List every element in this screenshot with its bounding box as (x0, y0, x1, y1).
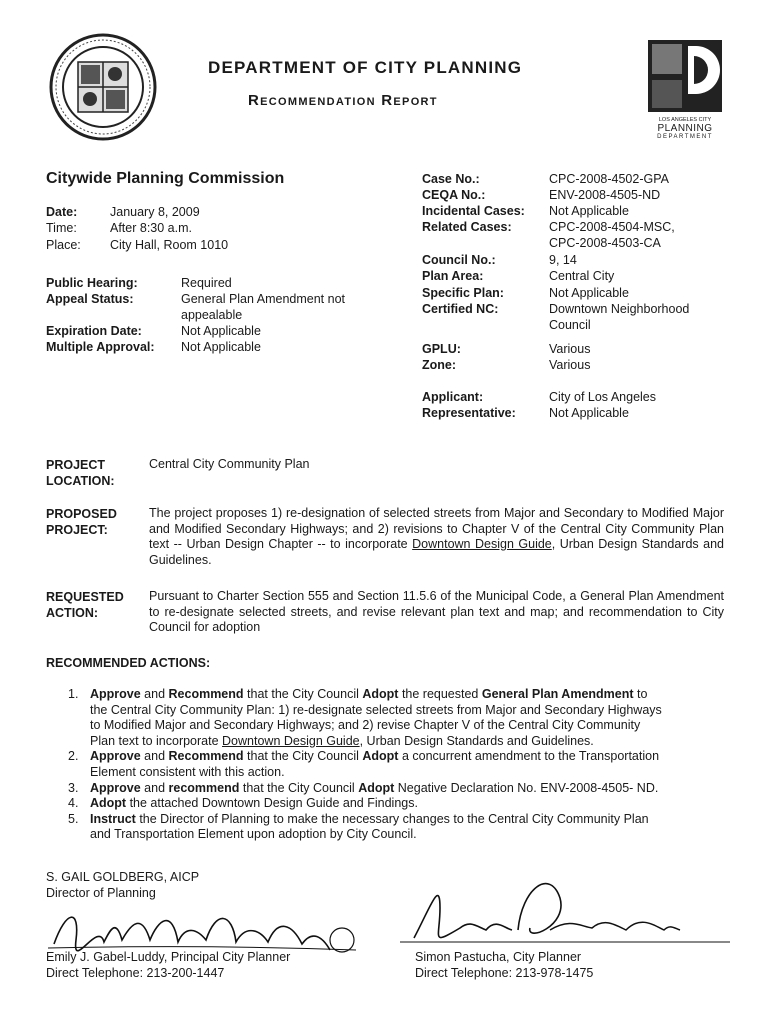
item-text: that the City Council (239, 780, 359, 795)
item-number: 2. (68, 749, 79, 764)
item-text: Adopt (358, 780, 395, 795)
status-value: Not Applicable (181, 340, 261, 354)
location-label-line: PROJECT (46, 458, 106, 472)
item-line (90, 734, 728, 750)
item-number: 3. (68, 780, 79, 795)
action-text: Pursuant to Charter Section 555 and Section 11.5.6 of the Municipal Code, a General Plan Amendment to re-designate selected streets, and revise relevant plan text and map; and recommendation to City Council for adoption (149, 589, 724, 634)
item-text: a concurrent amendment to the Transportation (398, 749, 660, 764)
proposed-label-line: PROJECT: (46, 523, 108, 537)
status-value: General Plan Amendment not (181, 292, 345, 306)
director-title: Director of Planning (46, 886, 156, 900)
status-label: Multiple Approval: (46, 340, 155, 354)
item-text: , Urban Design Standards and Guidelines. (359, 733, 594, 748)
proposed-label-line: PROPOSED (46, 507, 117, 521)
status-label: Public Hearing: (46, 276, 138, 290)
meeting-value: After 8:30 a.m. (110, 221, 192, 235)
item-text: and (140, 749, 169, 764)
department-title: DEPARTMENT OF CITY PLANNING (208, 58, 523, 77)
item-text: and (140, 780, 169, 795)
status-value: Not Applicable (181, 324, 261, 338)
case-value: CPC-2008-4503-CA (549, 236, 661, 250)
item-line (90, 781, 728, 797)
right-signer-name: Simon Pastucha, City Planner (415, 950, 582, 964)
item-text: General Plan Amendment (481, 687, 634, 701)
applicant-label: Representative: (422, 406, 516, 420)
applicant-value: Not Applicable (549, 406, 629, 420)
item-text: to Modified Major and Secondary Highways; and 2) revise Chapter V of the Central City Community (90, 718, 641, 733)
item-text: Recommend (168, 749, 244, 764)
proposed-text-part: The project proposes 1) re-designation of selected streets from Major and Secondary to Modified Major and Modified Secondary Highways; and 2) revisions to Chapter V of the Central City Community Plan text -- Urban Design Chapter -- to incorporate (149, 506, 724, 551)
meeting-label: Time: (46, 221, 77, 235)
proposed-label (46, 506, 117, 538)
applicant-value: City of Los Angeles (549, 390, 657, 404)
status-value: appealable (181, 308, 243, 322)
case-value: Not Applicable (549, 204, 629, 218)
item-text: Approve (90, 749, 141, 764)
status-label: Expiration Date: (46, 324, 142, 338)
case-value: Central City (549, 269, 615, 283)
item-text: Instruct (90, 811, 136, 826)
meeting-value: January 8, 2009 (110, 205, 200, 219)
right-signature (400, 868, 730, 952)
item-number: 1. (68, 687, 79, 701)
item-text: Negative Declaration No. ENV-2008-4505- ND. (394, 780, 659, 795)
city-seal (48, 32, 158, 142)
item-text: and Transportation Element upon adoption by City Council. (90, 827, 417, 842)
item-line (90, 687, 728, 703)
meeting-value: City Hall, Room 1010 (110, 238, 229, 252)
case-label: Plan Area: (422, 269, 484, 283)
location-text: Central City Community Plan (149, 457, 310, 471)
item-text: recommend (168, 780, 240, 795)
case-value: Various (549, 358, 591, 372)
case-label: Case No.: (422, 172, 480, 186)
location-label (46, 457, 115, 489)
applicant-label: Applicant: (422, 390, 484, 404)
downtown-design-guide-link[interactable]: Downtown Design Guide (222, 733, 360, 748)
case-label: Related Cases: (422, 220, 512, 234)
item-number: 4. (68, 796, 79, 811)
case-value: Council (549, 318, 591, 332)
logo-line-3: DEPARTMENT (657, 134, 713, 140)
action-label-line: ACTION: (46, 606, 99, 620)
logo-line-1: LOS ANGELES CITY (658, 117, 712, 123)
status-value: Required (181, 276, 232, 290)
item-text: Adopt (362, 687, 399, 701)
item-text: to (633, 687, 648, 701)
case-value: ENV-2008-4505-ND (549, 188, 661, 202)
meeting-label: Date: (46, 205, 78, 219)
item-text: Plan text to incorporate (90, 733, 223, 748)
item-number: 5. (68, 811, 79, 826)
case-label: Certified NC: (422, 302, 499, 316)
right-signer-phone: Direct Telephone: 213-978-1475 (415, 966, 594, 980)
case-label: Specific Plan: (422, 286, 504, 300)
item-line (90, 812, 728, 828)
case-value: CPC-2008-4504-MSC, (549, 220, 675, 234)
case-value: Various (549, 342, 591, 356)
left-signer-name: Emily J. Gabel-Luddy, Principal City Planner (46, 950, 291, 964)
item-line (90, 749, 728, 765)
director-name: S. GAIL GOLDBERG, AICP (46, 870, 200, 884)
left-signer-phone: Direct Telephone: 213-200-1447 (46, 966, 225, 980)
case-label: Council No.: (422, 253, 496, 267)
logo-line-2: PLANNING (657, 123, 713, 134)
proposed-text-part: , Urban Design Standards and Guidelines. (149, 537, 725, 567)
item-line (90, 703, 728, 719)
case-value: CPC-2008-4502-GPA (549, 172, 669, 186)
item-text: the Director of Planning to make the necessary changes to the Central City Community Plan (135, 811, 649, 826)
item-line (90, 765, 728, 781)
case-value: Not Applicable (549, 286, 629, 300)
location-label-line: LOCATION: (46, 474, 115, 488)
case-value: 9, 14 (549, 253, 577, 267)
commission-title: Citywide Planning Commission (46, 170, 285, 187)
downtown-design-guide-link[interactable]: Downtown Design Guide (412, 537, 552, 551)
meeting-label: Place: (46, 238, 81, 252)
report-subtitle: Recommendation Report (248, 92, 438, 109)
item-line (90, 718, 728, 734)
item-text: Approve (90, 687, 141, 701)
item-text: Adopt (362, 749, 399, 764)
action-label (46, 589, 124, 621)
status-label: Appeal Status: (46, 292, 134, 306)
item-text: that the City Council (243, 749, 363, 764)
item-text: the requested (398, 687, 482, 701)
case-label: Incidental Cases: (422, 204, 525, 218)
case-label: Zone: (422, 358, 457, 372)
case-label: GPLU: (422, 342, 461, 356)
case-value: Downtown Neighborhood (549, 302, 690, 316)
item-text: Recommend (168, 687, 244, 701)
item-text: and (140, 687, 169, 701)
action-label-line: REQUESTED (46, 590, 124, 604)
planning-department-logo (648, 40, 722, 140)
item-text: the attached Downtown Design Guide and Findings. (126, 796, 418, 811)
proposed-text (149, 506, 724, 568)
item-line (90, 796, 728, 812)
recommended-actions-list (68, 687, 728, 857)
case-label: CEQA No.: (422, 188, 486, 202)
item-text: Adopt (90, 796, 127, 811)
item-text: Approve (90, 780, 141, 795)
recommended-heading: RECOMMENDED ACTIONS: (46, 656, 211, 670)
item-text: Element consistent with this action. (90, 764, 285, 779)
item-line (90, 827, 728, 843)
item-text: that the City Council (243, 687, 363, 701)
item-text: the Central City Community Plan: 1) re-designate selected streets from Major and Secondary Highways (90, 702, 662, 717)
